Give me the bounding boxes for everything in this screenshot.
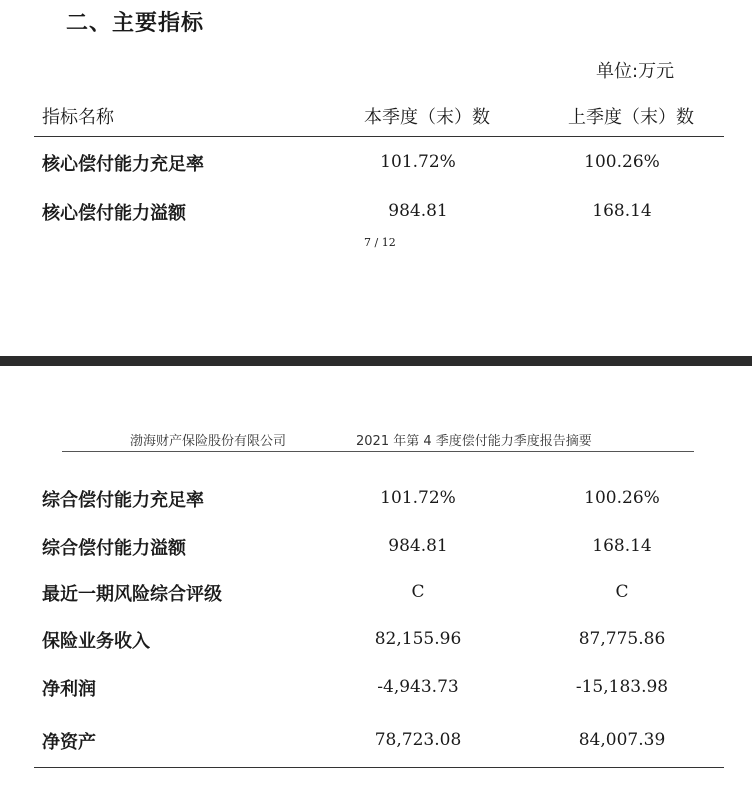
running-header-company: 渤海财产保险股份有限公司	[130, 434, 287, 449]
row-previous-value: 84,007.39	[578, 730, 666, 750]
row-previous-value: 168.14	[592, 201, 652, 221]
row-current-value: 984.81	[388, 201, 448, 221]
header-rule	[34, 136, 724, 137]
running-header-rule	[62, 451, 694, 452]
row-previous-value: 100.26%	[584, 152, 660, 172]
section-heading: 二、主要指标	[66, 11, 205, 36]
header-previous-quarter: 上季度（末）数	[568, 107, 694, 128]
row-previous-value: 168.14	[592, 536, 652, 556]
row-label: 核心偿付能力溢额	[42, 203, 186, 224]
row-previous-value: C	[615, 582, 629, 602]
row-label: 保险业务收入	[42, 631, 150, 652]
row-previous-value: 100.26%	[584, 488, 660, 508]
table-bottom-rule	[34, 767, 724, 768]
row-previous-value: -15,183.98	[575, 677, 669, 697]
row-label: 核心偿付能力充足率	[42, 154, 204, 175]
row-current-value: 101.72%	[380, 488, 456, 508]
row-current-value: 984.81	[388, 536, 448, 556]
row-current-value: 101.72%	[380, 152, 456, 172]
row-label: 净资产	[42, 732, 96, 753]
row-label: 净利润	[42, 679, 96, 700]
row-current-value: C	[411, 582, 425, 602]
header-current-quarter: 本季度（末）数	[364, 107, 490, 128]
page-separator	[0, 356, 752, 366]
row-label: 最近一期风险综合评级	[42, 584, 222, 605]
row-current-value: 82,155.96	[374, 629, 462, 649]
row-label: 综合偿付能力溢额	[42, 538, 186, 559]
row-previous-value: 87,775.86	[578, 629, 666, 649]
row-label: 综合偿付能力充足率	[42, 490, 204, 511]
page-number: 7 / 12	[364, 236, 396, 249]
row-current-value: 78,723.08	[374, 730, 462, 750]
header-indicator-name: 指标名称	[42, 107, 114, 128]
running-header-report: 2021 年第 4 季度偿付能力季度报告摘要	[356, 434, 592, 449]
unit-label: 单位:万元	[596, 61, 675, 82]
row-current-value: -4,943.73	[377, 677, 459, 697]
